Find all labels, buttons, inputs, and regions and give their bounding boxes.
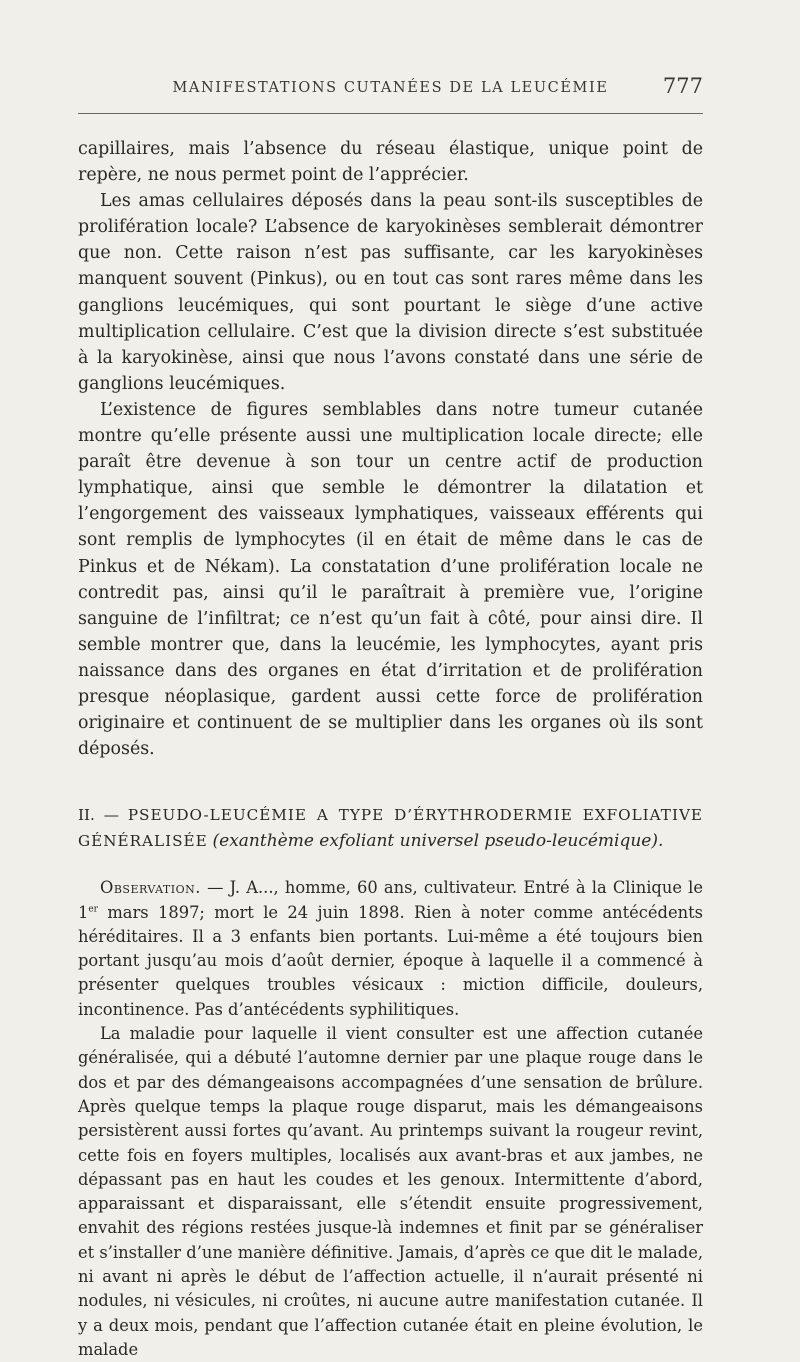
section-subtitle: (exanthème exfoliant universel pseudo-leucémique). [212, 831, 664, 852]
running-title: MANIFESTATIONS CUTANÉES DE LA LEUCÉMIE [172, 80, 609, 96]
paragraph-proliferation: Les amas cellulaires déposés dans la peau sont-ils susceptibles de prolifération locale? L’absence de karyokinèses semblerait démontrer que non. Cette raison n’est pas suffisante, car les karyokinèses manquent souvent (Pinkus), ou en tout cas sont rares même dans les ganglions leucémiques, qui sont pourtant le siège d’une active multiplication cellulaire. C’est que la division directe s’est substituée à la karyokinèse, ainsi que nous l’avons constaté dans une série de ganglions leucémiques. [78, 191, 703, 394]
page-body [78, 136, 703, 1362]
observation-intro-b: mars 1897; mort le 24 juin 1898. Rien à noter comme antécédents héréditaires. Il a 3 enfants bien portants. Lui-même a été toujours bien portant jusqu’au mois d’août dernier, époque à laquelle il a commencé à présenter quelques troubles vésicaux : miction difficile, douleurs, incontinence. Pas d’antécédents syphilitiques. [78, 902, 703, 1019]
observation-block [78, 876, 703, 1362]
section-dash: — [103, 806, 119, 825]
paragraph-continuation: capillaires, mais l’absence du réseau élastique, unique point de repère, ne nous permet point de l’apprécier. [78, 139, 703, 186]
observation-intro-a: — J. A..., homme, 60 ans, cultivateur. Entré à la Clinique le 1 [78, 878, 703, 922]
section-number: II. [78, 806, 95, 825]
page-number: 777 [662, 74, 703, 98]
observation-label: Observation. [100, 878, 201, 898]
ordinal-superscript: er [88, 904, 98, 915]
observation-paragraph-2: La maladie pour laquelle il vient consulter est une affection cutanée généralisée, qui a débuté l’automne dernier par une plaque rouge dans le dos et par des démangeaisons accompagnées d’une sensation de brûlure. Après quelque temps la plaque rouge disparut, mais les démangeaisons persistèrent aussi fortes qu’avant. Au printemps suivant la rougeur revint, cette fois en foyers multiples, localisés aux avant-bras et aux jambes, ne dépassant pas en haut les coudes et les genoux. Intermittente d’abord, apparaissant et disparaissant, elle s’étendit ensuite progressivement, envahit des régions restées jusque-là indemnes et finit par se généraliser et s’installer d’une manière définitive. Jamais, d’après ce que dit le malade, ni avant ni après le début de l’affection actuelle, il n’aurait présenté ni nodules, ni vésicules, ni croûtes, ni aucune autre manifestation cutanée. Il y a deux mois, pendant que l’affection cutanée était en pleine évolution, le malade [78, 1024, 703, 1359]
section-title: PSEUDO-LEUCÉMIE A TYPE D’ÉRYTHRODERMIE EXFOLIATIVE GÉNÉRALISÉE [78, 806, 703, 851]
section-heading [78, 802, 703, 854]
header-rule [78, 113, 703, 114]
observation-paragraph-1 [78, 876, 703, 1022]
paragraph-figures: L’existence de figures semblables dans notre tumeur cutanée montre qu’elle présente aussi une multiplication locale directe; elle paraît être devenue à son tour un centre actif de production lymphatique, ainsi que semble le démontrer la dilatation et l’engorgement des vaisseaux lymphatiques, vaisseaux efférents qui sont remplis de lymphocytes (il en était de même dans le cas de Pinkus et de Nékam). La constatation d’une prolifération locale ne contredit pas, ainsi qu’il le paraîtrait à première vue, l’origine sanguine de l’infiltrat; ce n’est qu’un fait à côté, pour ainsi dire. Il semble montrer que, dans la leucémie, les lymphocytes, ayant pris naissance dans des organes en état d’irritation et de prolifération presque néoplasique, gardent aussi cette force de prolifération originaire et continuent de se multiplier dans les organes où ils sont déposés. [78, 399, 703, 760]
page-header [78, 72, 703, 106]
